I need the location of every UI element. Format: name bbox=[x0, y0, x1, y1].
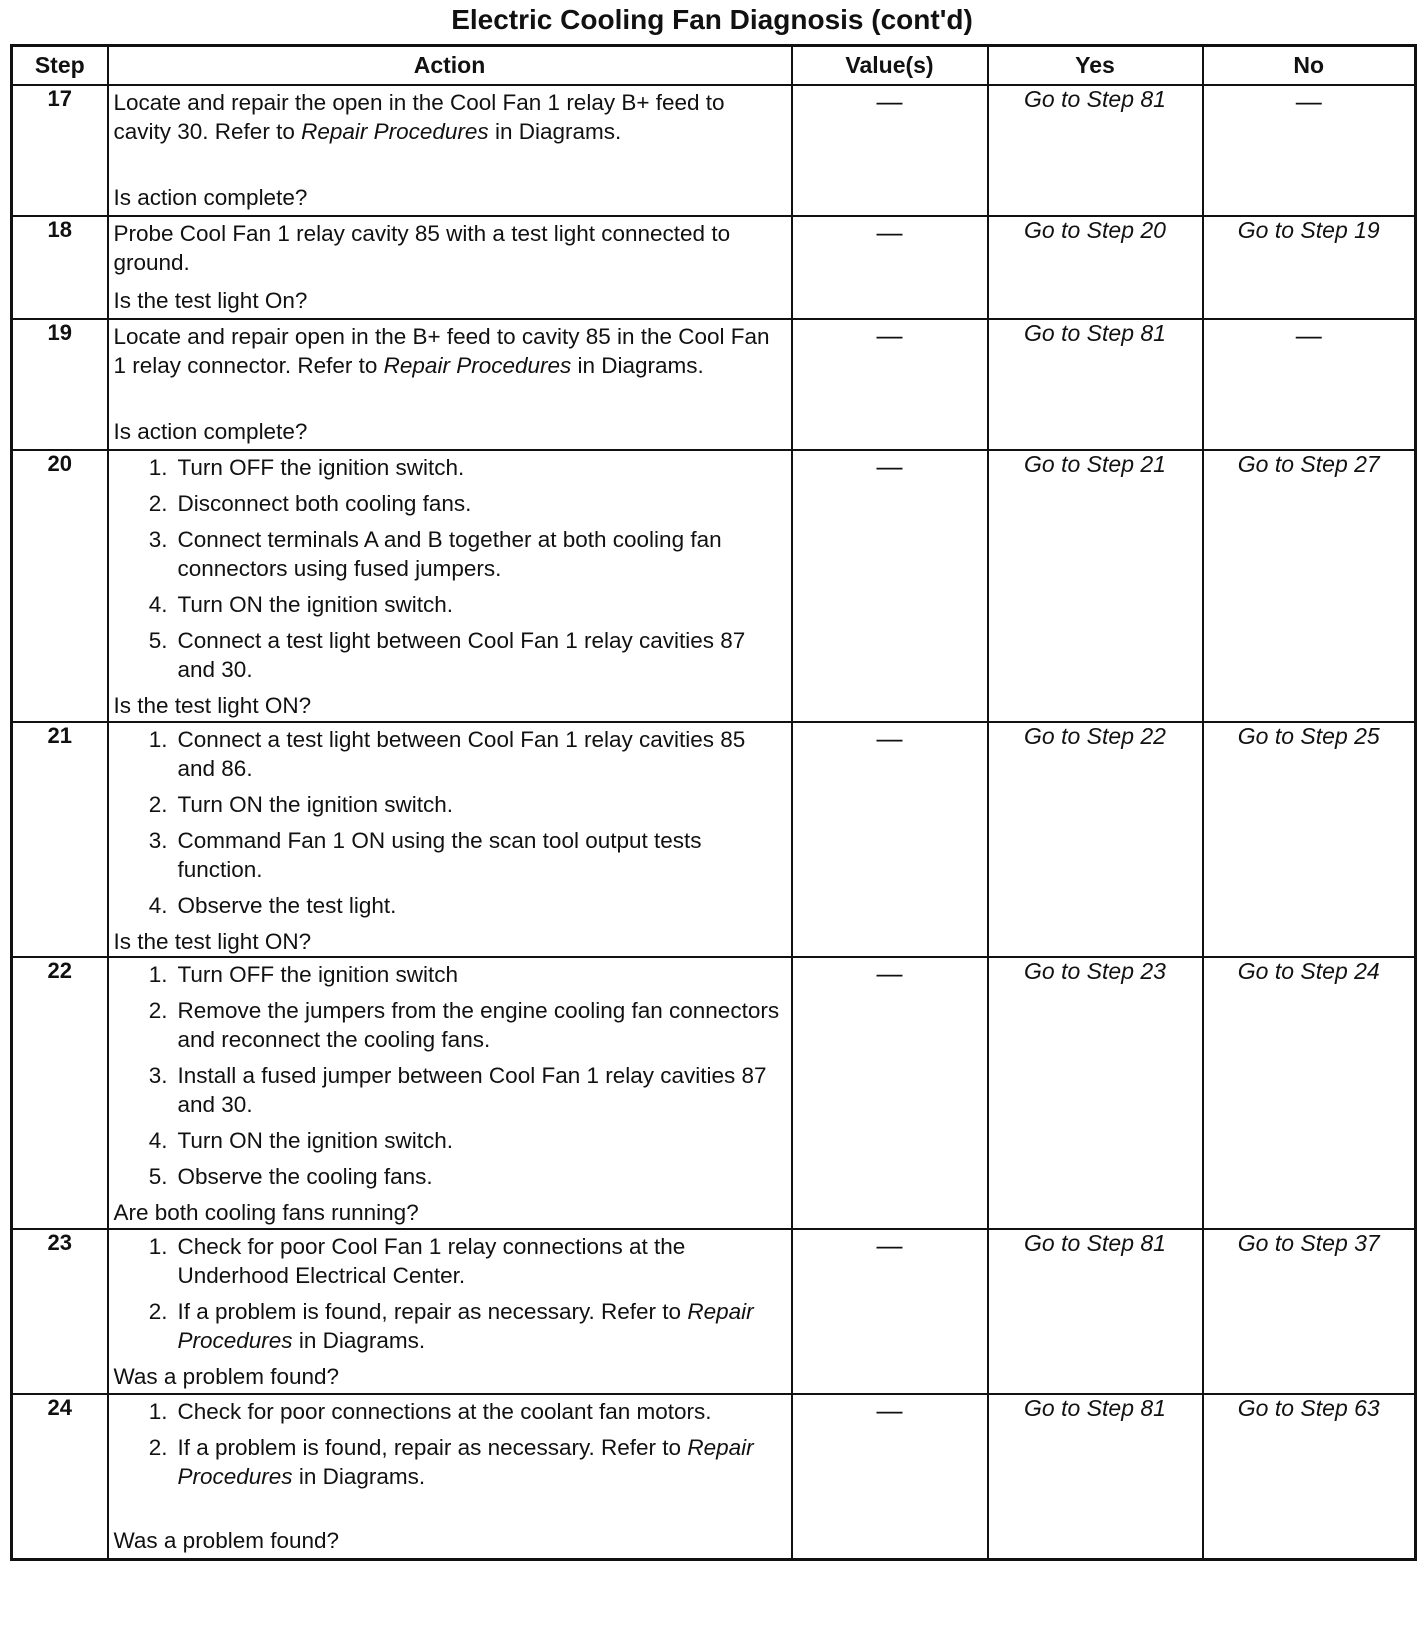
step-number: 18 bbox=[12, 216, 108, 319]
step-number: 24 bbox=[12, 1394, 108, 1560]
list-item: 1. Check for poor Cool Fan 1 relay connections at the Underhood Electrical Center. bbox=[148, 1234, 686, 1288]
list-item: 4. Turn ON the ignition switch. bbox=[148, 592, 454, 617]
action-cell bbox=[108, 85, 792, 216]
step-number: 22 bbox=[12, 957, 108, 1229]
table-row bbox=[12, 85, 1416, 216]
list-item: 1. Connect a test light between Cool Fan 1 relay cavities 85 and 86. bbox=[148, 727, 746, 781]
yes-result: Go to Step 23 bbox=[988, 957, 1203, 1229]
action-text: Locate and repair open in the B+ feed to cavity 85 in the Cool Fan 1 relay connector. Refer to Repair Procedures in Diagrams. bbox=[113, 324, 770, 378]
action-steps bbox=[114, 725, 785, 927]
action-steps bbox=[114, 453, 785, 691]
list-item: 2. Disconnect both cooling fans. bbox=[148, 491, 472, 516]
action-steps bbox=[114, 1232, 785, 1362]
list-item: 2. Turn ON the ignition switch. bbox=[148, 792, 454, 817]
no-result: — bbox=[1203, 85, 1416, 216]
step-number: 20 bbox=[12, 450, 108, 722]
yes-result: Go to Step 22 bbox=[988, 722, 1203, 957]
diagnosis-table bbox=[10, 44, 1417, 1561]
step-number: 17 bbox=[12, 85, 108, 216]
yes-result: Go to Step 81 bbox=[988, 1394, 1203, 1560]
header-value: Value(s) bbox=[792, 46, 988, 86]
header-row bbox=[12, 46, 1416, 86]
action-cell bbox=[108, 1229, 792, 1394]
yes-result: Go to Step 21 bbox=[988, 450, 1203, 722]
yes-result: Go to Step 81 bbox=[988, 319, 1203, 450]
header-no: No bbox=[1203, 46, 1416, 86]
table-row bbox=[12, 1229, 1416, 1394]
step-number: 21 bbox=[12, 722, 108, 957]
page-title: Electric Cooling Fan Diagnosis (cont'd) bbox=[451, 4, 973, 35]
list-item: 4. Observe the test light. bbox=[148, 893, 397, 918]
action-question: Are both cooling fans running? bbox=[113, 1200, 419, 1225]
action-question: Was a problem found? bbox=[113, 1528, 340, 1553]
list-item: 3. Connect terminals A and B together at both cooling fan connectors using fused jumpers. bbox=[148, 527, 722, 581]
value-cell: — bbox=[792, 957, 988, 1229]
list-item: 1. Turn OFF the ignition switch. bbox=[148, 455, 465, 480]
table-row bbox=[12, 722, 1416, 957]
no-result: — bbox=[1203, 319, 1416, 450]
action-cell bbox=[108, 216, 792, 319]
action-cell bbox=[108, 722, 792, 957]
list-item: 3. Install a fused jumper between Cool Fan 1 relay cavities 87 and 30. bbox=[148, 1063, 767, 1117]
list-item: 1. Check for poor connections at the coolant fan motors. bbox=[148, 1399, 712, 1424]
value-cell: — bbox=[792, 319, 988, 450]
action-text: Locate and repair the open in the Cool Fan 1 relay B+ feed to cavity 30. Refer to Repair Procedures in Diagrams. bbox=[113, 90, 725, 144]
yes-result: Go to Step 20 bbox=[988, 216, 1203, 319]
no-result: Go to Step 37 bbox=[1203, 1229, 1416, 1394]
list-item: 2. If a problem is found, repair as necessary. Refer to Repair Procedures in Diagrams. bbox=[148, 1299, 754, 1353]
action-cell bbox=[108, 450, 792, 722]
list-item: 3. Command Fan 1 ON using the scan tool output tests function. bbox=[148, 828, 702, 882]
header-yes: Yes bbox=[988, 46, 1203, 86]
value-cell: — bbox=[792, 722, 988, 957]
no-result: Go to Step 24 bbox=[1203, 957, 1416, 1229]
action-question: Is the test light ON? bbox=[113, 693, 312, 718]
header-action: Action bbox=[108, 46, 792, 86]
action-cell bbox=[108, 1394, 792, 1560]
action-question: Was a problem found? bbox=[113, 1364, 340, 1389]
list-item: 2. Remove the jumpers from the engine cooling fan connectors and reconnect the cooling fans. bbox=[148, 998, 780, 1052]
value-cell: — bbox=[792, 450, 988, 722]
header-step: Step bbox=[12, 46, 108, 86]
value-cell: — bbox=[792, 1394, 988, 1560]
action-steps bbox=[114, 960, 785, 1198]
yes-result: Go to Step 81 bbox=[988, 85, 1203, 216]
no-result: Go to Step 63 bbox=[1203, 1394, 1416, 1560]
action-cell bbox=[108, 319, 792, 450]
list-item: 4. Turn ON the ignition switch. bbox=[148, 1128, 454, 1153]
no-result: Go to Step 19 bbox=[1203, 216, 1416, 319]
table-row bbox=[12, 319, 1416, 450]
list-item: 2. If a problem is found, repair as necessary. Refer to Repair Procedures in Diagrams. bbox=[148, 1435, 754, 1489]
step-number: 19 bbox=[12, 319, 108, 450]
step-number: 23 bbox=[12, 1229, 108, 1394]
action-question: Is the test light On? bbox=[113, 288, 308, 313]
action-cell bbox=[108, 957, 792, 1229]
list-item: 5. Connect a test light between Cool Fan 1 relay cavities 87 and 30. bbox=[148, 628, 746, 682]
action-steps bbox=[114, 1397, 785, 1498]
action-question: Is the test light ON? bbox=[113, 929, 312, 954]
value-cell: — bbox=[792, 1229, 988, 1394]
action-text: Probe Cool Fan 1 relay cavity 85 with a test light connected to ground. bbox=[113, 221, 731, 275]
value-cell: — bbox=[792, 85, 988, 216]
no-result: Go to Step 27 bbox=[1203, 450, 1416, 722]
value-cell: — bbox=[792, 216, 988, 319]
table-row bbox=[12, 1394, 1416, 1560]
table-row bbox=[12, 216, 1416, 319]
action-question: Is action complete? bbox=[113, 419, 308, 444]
list-item: 1. Turn OFF the ignition switch bbox=[148, 962, 459, 987]
table-row bbox=[12, 450, 1416, 722]
action-question: Is action complete? bbox=[113, 185, 308, 210]
no-result: Go to Step 25 bbox=[1203, 722, 1416, 957]
yes-result: Go to Step 81 bbox=[988, 1229, 1203, 1394]
list-item: 5. Observe the cooling fans. bbox=[148, 1164, 433, 1189]
table-row bbox=[12, 957, 1416, 1229]
